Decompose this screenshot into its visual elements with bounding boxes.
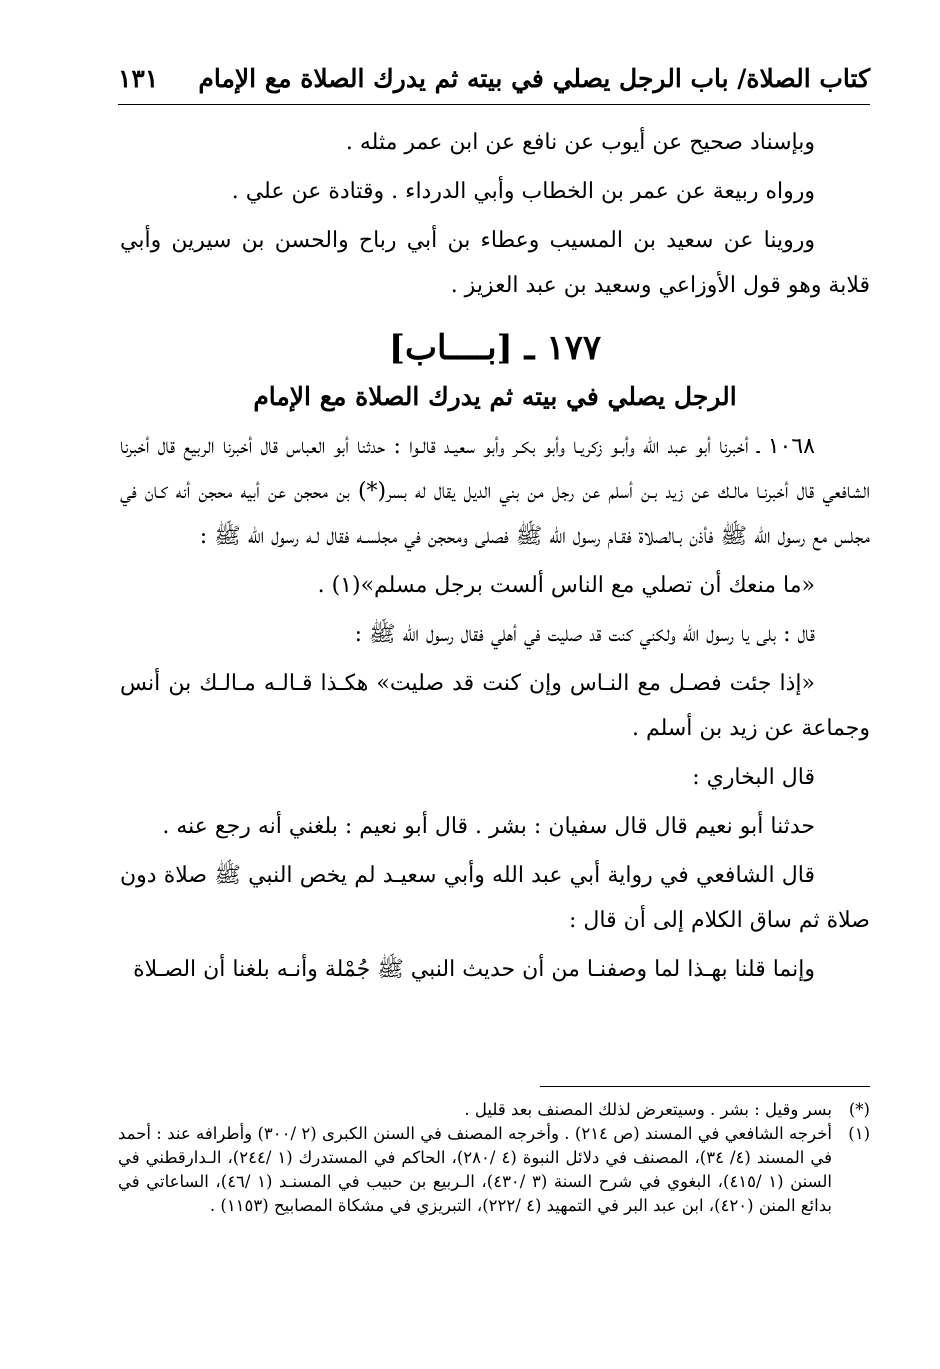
running-title: كتاب الصلاة/ باب الرجل يصلي في بيته ثم يدرك الصلاة مع الإمام — [198, 63, 870, 93]
footnote-rule — [540, 1086, 870, 1087]
footnotes — [118, 1098, 870, 1218]
quote-paragraph: «ما منعك أن تصلي مع الناس ألست برجل مسلم»(١) . — [317, 573, 815, 598]
main-text — [120, 120, 870, 996]
paragraph: ورواه ربيعة عن عمر بن الخطاب وأبي الدرداء . وقتادة عن علي . — [231, 179, 815, 204]
footnote — [118, 1122, 870, 1218]
header-rule — [118, 104, 870, 105]
paragraph: قال الشافعي في رواية أبي عبد الله وأبي سعيـد لم يخص النبي ﷺ صلاة دون صلاة ثم ساق الكلام إلى أن قال : — [120, 863, 870, 933]
paragraph: قال البخاري : — [692, 765, 815, 790]
chapter-number: ١٧٧ ـ [بــــاب] — [388, 328, 602, 368]
paragraph: وروينا عن سعيد بن المسيب وعطاء بن أبي رباح والحسن بن سيرين وأبي قلابة وهو قول الأوزاعي وسعيد بن عبد العزيز . — [120, 228, 870, 298]
footnote-marker: (*) — [848, 1100, 870, 1119]
paragraph: وبإسناد صحيح عن أيوب عن نافع عن ابن عمر مثله . — [345, 130, 815, 155]
running-header — [118, 58, 870, 98]
paragraph: قال : بلى يا رسول الله ولكني كنت قد صليت في أهلي فقال رسول الله ﷺ : — [354, 622, 815, 647]
footnote — [118, 1098, 870, 1122]
footnote-text: أخرجه الشافعي في المسند (ص ٢١٤) . وأخرجه المصنف في السنن الكبرى (٢ /٣٠٠) وأطرافه عند : أحمد في المسند (٤/ ٣٤)، المصنف في دلائل النبوة (٤ /٢٨٠)، الحاكم في المستدرك (١ /٢٤٤)، الـدارقطني في السنن (١ /٤١٥)، البغوي في شرح السنة (٣ /٤٣٠)، الـربيع بن حبيب في المسنـد (١ /٤٦)، الساعاتي في بدائع المنن (٤٢٠)، ابن عبد البر في التمهيد (٤ /٢٢٢)، التبريزي في مشكاة المصابيح (١١٥٣) . — [118, 1124, 832, 1215]
footnote-text: بسر وقيل : بشر . وسيتعرض لذلك المصنف بعد قليل . — [464, 1100, 832, 1119]
paragraph: وإنما قلنا بهـذا لما وصفنـا من أن حديث النبي ﷺ جُمْلة وأنـه بلغنا أن الصـلاة — [133, 957, 815, 982]
hadith-paragraph: ١٠٦٨ ـ أخبرنا أبو عبد الله وأبـو زكريـا وأبو بكـر وأبو سعيـد قالـوا : حدثنا أبو العباس قال أخبرنا الربيع قال أخبرنا الشافعي قال أخبرنـا مالـك عن زيد بـن أسلم عن رجل من بني الديل يقال له بسر(*) بن محجن عن أبيه محجن أنه كـان في مجلس مع رسول الله ﷺ فأذن بـالصلاة فقـام رسول الله ﷺ فصلى ومحجن في مجلسـه فقال لـه رسول الله ﷺ : — [120, 434, 871, 549]
paragraph: حدثنا أبو نعيم قال قال سفيان : بشر . قال أبو نعيم : بلغني أنه رجع عنه . — [162, 814, 815, 839]
chapter-title: الرجل يصلي في بيته ثم يدرك الصلاة مع الإمام — [253, 382, 737, 411]
quote-paragraph: «إذا جئت فصـل مع النـاس وإن كنت قد صليت» هكـذا قـالـه مـالـك بن أنس وجماعة عن زيد بن أسلم . — [120, 671, 870, 741]
footnote-marker: (١) — [848, 1124, 870, 1143]
chapter-heading — [120, 320, 870, 418]
page-number: ١٣١ — [118, 63, 159, 93]
